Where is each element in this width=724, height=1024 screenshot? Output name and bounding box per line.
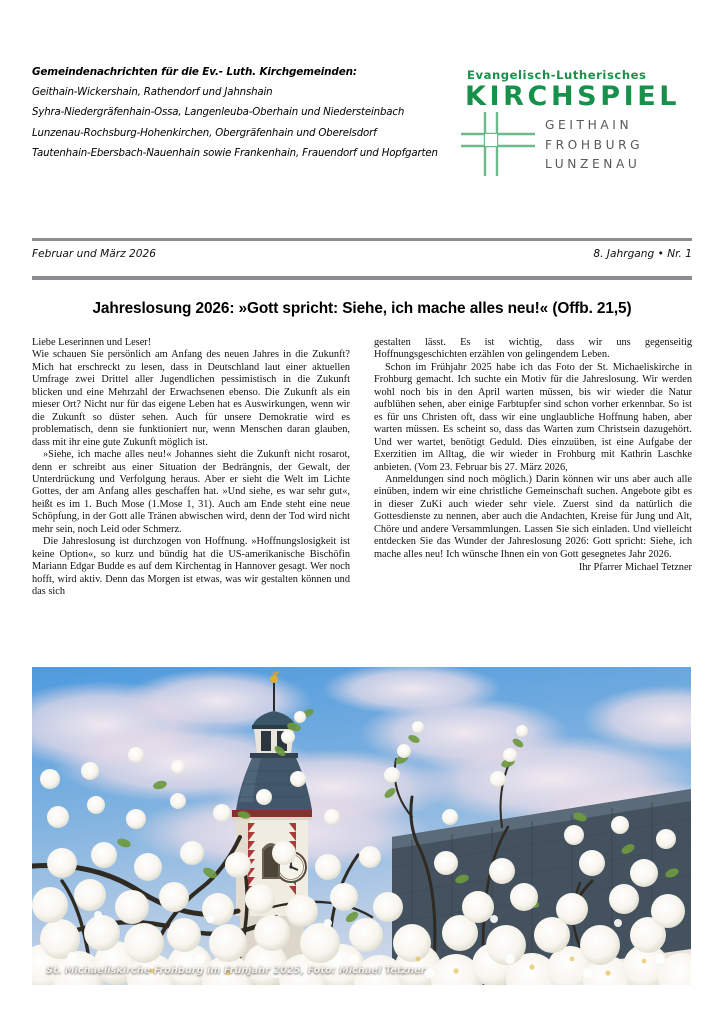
- article-photo: [32, 667, 691, 985]
- masthead-line-3: Lunzenau-Rochsburg-Hohenkirchen, Obergräfenhain und Oberelsdorf: [32, 127, 377, 139]
- article-body: [32, 337, 692, 652]
- masthead-line-2: Syhra-Niedergräfenhain-Ossa, Langenleuba-Oberhain und Niedersteinbach: [32, 107, 405, 118]
- logo-subtitle: Evangelisch-Lutherisches: [467, 68, 647, 82]
- logo-place-0: GEITHAIN: [545, 118, 633, 132]
- logo-wordmark: KIRCHSPIEL: [465, 81, 681, 112]
- salutation: Liebe Leserinnen und Leser!: [32, 337, 152, 348]
- photo-caption: St. Michaeliskirche Frohburg im Frühjahr 2025, Foto: Michael Tetzner: [46, 965, 426, 976]
- masthead-line-4: Tautenhain-Ebersbach-Nauenhain sowie Frankenhain, Frauendorf und Hopfgarten: [32, 148, 438, 159]
- divider-bottom: [32, 276, 692, 280]
- paragraph-left-1: Wie schauen Sie persönlich am Anfang des neuen Jahres in die Zukunft? Mich hat erschreckt zu lesen, dass in Deutschland laut einer aktuellen Umfrage zwei Drittel aller Jugendlichen pessimistisch in die Zukunft blicken und eine Mehrzahl der Erwachsenen ebenso. Die Zukunft als ein mieser Ort? Nicht nur für das eigene Leben hat es Auswirkungen, wenn wir die Zukunft so düster sehen. Auch für unsere Demokratie wird es problematisch, denn sie funktioniert nur, wenn Menschen daran glauben, dass mit ihr eine gute Zukunft möglich ist.: [32, 349, 350, 448]
- issue-volume: 8. Jahrgang • Nr. 1: [593, 248, 692, 260]
- article-column-right: [374, 337, 692, 652]
- article-signature: Ihr Pfarrer Michael Tetzner: [578, 562, 692, 574]
- logo-place-list: [545, 116, 643, 175]
- paragraph-right-3: Anmeldungen sind noch möglich.) Darin können wir uns aber auch alle einüben, indem wir eine christliche Gemeinschaft suchen. Angebote gibt es in dieser ZuKi auch wieder sehr viele. Zuerst sind da natürlich die Gottesdienste zu nennen, aber auch die Andachten, Kreise für Jung und Alt, Chöre und andere Versammlungen. Lassen Sie sich einladen. Und vielleicht entdecken Sie das Wunder der Jahreslosung 2026: Gott spricht: Siehe, ich mache alles neu! Ich wünsche Ihnen ein von Gott gesegnetes Jahr 2026.: [374, 473, 692, 560]
- issue-line: [32, 248, 692, 270]
- masthead: [32, 58, 692, 188]
- church-spring-photo: [32, 667, 691, 985]
- masthead-line-0: Gemeindenachrichten für die Ev.- Luth. Kirchgemeinden:: [32, 66, 357, 78]
- issue-date: Februar und März 2026: [32, 248, 157, 260]
- page-title: Jahreslosung 2026: »Gott spricht: Siehe, ich mache alles neu!« (Offb. 21,5): [92, 300, 632, 317]
- paragraph-left-3: Die Jahreslosung ist durchzogen von Hoffnung. »Hoffnungslosigkeit ist keine Option«, so kurz und bündig hat die US-amerikanische Bischöfin Mariann Edgar Budde es auf dem Kirchentag in Hannover gesagt. Wer noch hofft, wird aktiv. Denn das Morgen ist etwas, was wir gestalten können und das sich: [32, 536, 350, 598]
- kirchspiel-logo: [457, 68, 692, 186]
- logo-place-1: FROHBURG: [545, 137, 644, 152]
- divider-top: [32, 238, 692, 241]
- logo-place-2: LUNZENAU: [545, 157, 641, 171]
- paragraph-left-2: »Siehe, ich mache alles neu!« Johannes sieht die Zukunft nicht rosarot, denn er schreibt aus einer Situation der Bedrängnis, der Gewalt, der Unterdrückung und Verfolgung heraus. Aber er sieht die Welt im Lichte Gottes, der am Anfang alles geschaffen hat. »Und siehe, es war sehr gut«, heißt es im 1. Buch Mose (1.Mose 1, 31). Auch am Ende steht eine neue Schöpfung, in der Gott alle Tränen abwischen wird, denn der Tod wird nicht mehr sein, noch Leid oder Schmerz.: [32, 449, 350, 535]
- paragraph-right-1: gestalten lässt. Es ist wichtig, dass wir uns gegenseitig Hoffnungsgeschichten erzählen von gelingendem Leben.: [374, 337, 692, 361]
- article-column-left: [32, 337, 350, 652]
- masthead-congregations: [32, 62, 477, 165]
- masthead-line-1: Geithain-Wickershain, Rathendorf und Jahnshain: [32, 86, 273, 98]
- cross-icon: [461, 112, 535, 176]
- paragraph-right-2: Schon im Frühjahr 2025 habe ich das Foto der St. Michaeliskirche in Frohburg gemacht. Ich suchte ein Motiv für die Jahreslosung. Wir werden wohl noch bis in den April warten müssen, bis wir wieder die Natur aufblühen sehen, aber einige Farbtupfer sind schon vorher erkennbar. So ist es für uns Christen oft, dass wir eine unglaubliche Hoffnung haben, aber warten müssen. Es scheint so, dass das Warten zum Christsein dazugehört. Und wer wartet, benötigt Geduld. Dies einzuüben, ist eine Aufgabe der Exerzitien im Alltag, die wir wieder in Frohburg mit Kathrin Laschke anbieten. (Vom 23. Februar bis 27. März 2026,: [374, 361, 692, 473]
